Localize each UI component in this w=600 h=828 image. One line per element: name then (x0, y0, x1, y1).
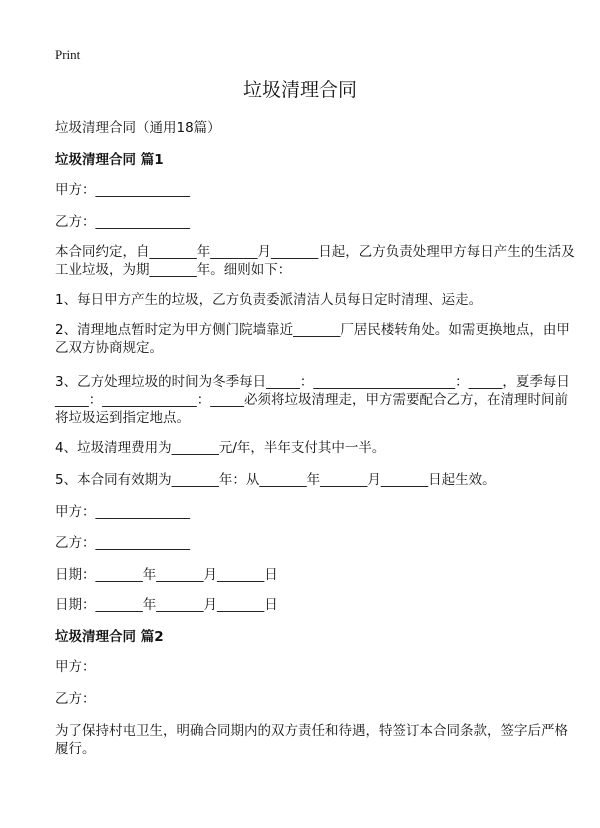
section-heading: 垃圾清理合同 篇2 (55, 629, 164, 645)
party-b-line: 乙方：______________ (55, 214, 190, 230)
clause-4: 4、垃圾清理费用为_______元/年，半年支付其中一半。 (55, 440, 386, 456)
clause-3: 3、乙方处理垃圾的时间为冬季每日_____：_____________________：_____，夏季每日_____：______________：_____必须将垃圾清理走，甲方需要配合乙方，在清理时间前将垃圾运到指定地点。 (55, 374, 570, 426)
party-a-line: 甲方：______________ (55, 182, 190, 198)
paragraph: 为了保持村屯卫生，明确合同期内的双方责任和待遇，特签订本合同条款，签字后严格履行。 (55, 723, 568, 757)
paragraph: 本合同约定，自_______年_______月_______日起，乙方负责处理甲方每日产生的生活及工业垃圾，为期_______年。细则如下： (55, 244, 575, 278)
party-b-sign: 乙方：______________ (55, 535, 190, 551)
subtitle: 垃圾清理合同（通用18篇） (55, 120, 221, 136)
print-link[interactable]: Print (55, 47, 81, 62)
clause-2: 2、清理地点暂时定为甲方侧门院墙靠近_______厂居民楼转角处。如需更换地点，由甲乙双方协商规定。 (55, 322, 570, 356)
clause-1: 1、每日甲方产生的垃圾，乙方负责委派清洁人员每日定时清理、运走。 (55, 292, 483, 308)
date-line: 日期：_______年_______月_______日 (55, 567, 278, 583)
party-a-sign: 甲方：______________ (55, 504, 190, 520)
page-title: 垃圾清理合同 (242, 79, 357, 101)
party-b-line: 乙方： (55, 691, 96, 707)
party-a-line: 甲方： (55, 659, 96, 675)
date-line: 日期：_______年_______月_______日 (55, 597, 278, 613)
clause-5: 5、本合同有效期为_______年：从_______年_______月_______日起生效。 (55, 472, 496, 488)
section-heading: 垃圾清理合同 篇1 (55, 152, 164, 168)
